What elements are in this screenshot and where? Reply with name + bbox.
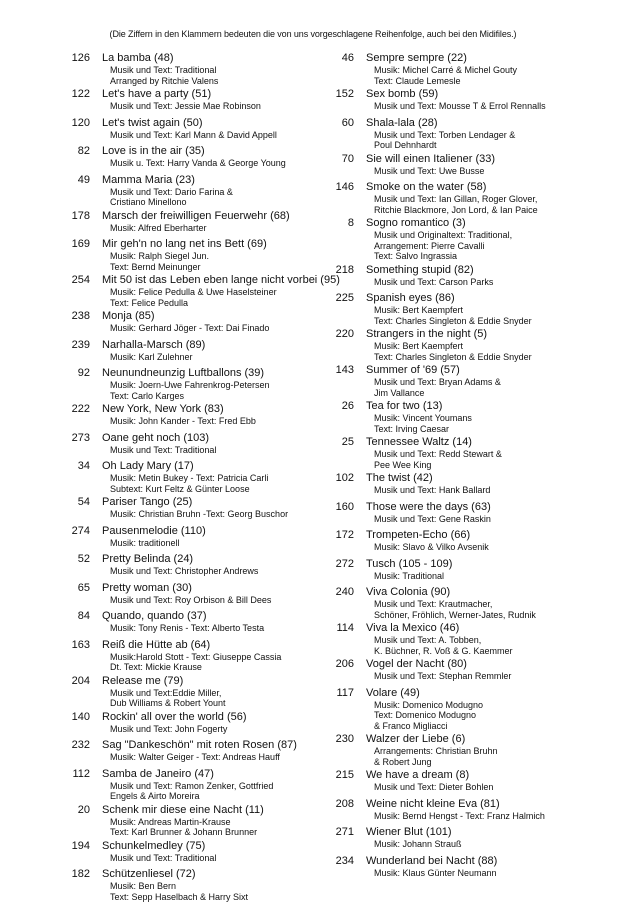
song-entry (60, 310, 315, 334)
song-details (366, 400, 622, 434)
song-credit: Musik und Text: Dieter Bohlen (374, 782, 494, 792)
song-details (102, 840, 315, 864)
song-title: Shala-lala (28) (366, 116, 438, 129)
song-number: 120 (71, 116, 90, 129)
song-entry (324, 826, 622, 850)
song-entry (60, 238, 315, 272)
song-entry (324, 217, 622, 262)
song-title: Marsch der freiwilligen Feuerwehr (68) (102, 209, 290, 222)
song-credit: Musik und Text: Torben Lendager & (374, 129, 516, 140)
song-details (102, 274, 340, 308)
song-details (102, 639, 315, 673)
song-title: Pariser Tango (25) (102, 496, 193, 508)
song-credit: Musik: Ralph Siegel Jun. (110, 251, 210, 261)
song-details (366, 529, 622, 553)
song-title: Sempre sempre (22) (366, 52, 467, 64)
song-number: 222 (71, 403, 90, 415)
song-credit: Musik: John Kander - Text: Fred Ebb (110, 416, 256, 426)
song-title: Mit 50 ist das Leben eben lange nicht vorbei (95) (102, 274, 340, 286)
song-title: Oh Lady Mary (17) (102, 460, 194, 472)
song-number: 239 (71, 338, 90, 351)
song-number: 169 (71, 238, 90, 250)
song-credit: Poul Dehnhardt (374, 140, 437, 150)
song-number: 218 (335, 263, 354, 276)
song-credit: & Franco Migliacci (374, 720, 448, 731)
song-entry (60, 460, 315, 494)
song-details (102, 460, 315, 494)
song-number: 208 (335, 797, 354, 810)
song-entry (60, 525, 315, 549)
song-credit: Musik: Walter Geiger - Text: Andreas Hauff (110, 752, 280, 762)
song-title: Quando, quando (37) (102, 610, 207, 622)
song-credit: Musik und Text: Traditional (110, 65, 217, 75)
song-title: Schunkelmedley (75) (102, 839, 206, 852)
song-entry (324, 400, 622, 434)
song-details (366, 364, 622, 398)
song-entry (324, 687, 622, 732)
song-number: 273 (71, 431, 90, 444)
song-credit: Musik und Text: A. Tobben, (374, 635, 482, 645)
song-number: 160 (335, 500, 354, 513)
song-entry (60, 768, 315, 802)
song-details (366, 472, 622, 496)
song-entry (324, 264, 622, 288)
song-credit: Musik und Text: Bryan Adams & (374, 377, 501, 387)
song-credit: Musik: Karl Zulehner (110, 351, 193, 362)
song-details (102, 174, 315, 208)
song-credit: Musik: traditionell (110, 537, 180, 548)
song-credit: Musik und Text: Carson Parks (374, 276, 494, 287)
song-credit: Musik und Originaltext: Traditional, (374, 230, 513, 240)
song-title: The twist (42) (366, 472, 433, 484)
song-title: Sogno romantico (3) (366, 217, 466, 229)
song-entry (324, 436, 622, 470)
song-number: 82 (77, 145, 90, 157)
song-credit: Musik und Text: Traditional (110, 852, 217, 863)
song-details (366, 264, 622, 288)
song-number: 92 (77, 367, 90, 379)
song-title: Wiener Blut (101) (366, 826, 452, 838)
song-entry (324, 472, 622, 496)
song-credit: Musik und Text: Dario Farina & (110, 186, 233, 197)
song-credit: Musik: Traditional (374, 570, 445, 581)
song-number: 234 (335, 854, 354, 867)
song-details (102, 768, 315, 802)
song-entry (60, 274, 340, 308)
song-title: Walzer der Liebe (6) (366, 733, 466, 745)
song-credit: Musik: Bert Kaempfert (374, 341, 464, 351)
song-credit: Text: Domenico Modugno (374, 710, 477, 720)
song-entry (60, 496, 315, 520)
song-details (366, 622, 622, 656)
song-details (102, 52, 315, 86)
song-details (102, 310, 315, 334)
song-number: 238 (71, 310, 90, 322)
song-credit: Musik: Slavo & Vilko Avsenik (374, 542, 489, 552)
song-entry (60, 432, 315, 456)
song-number: 112 (72, 767, 90, 780)
song-entry (60, 339, 315, 363)
song-title: Oane geht noch (103) (102, 431, 210, 444)
song-number: 52 (77, 553, 90, 565)
song-number: 143 (335, 364, 354, 376)
song-credit: Musik und Text: Ramon Zenker, Gottfried (110, 780, 274, 791)
song-entry (324, 364, 622, 398)
song-number: 232 (71, 739, 90, 751)
song-credit: Musik: Bernd Hengst - Text: Franz Halmich (374, 810, 545, 821)
song-credit: Text: Bernd Meinunger (110, 261, 201, 272)
song-credit: Musik u. Text: Harry Vanda & George Young (110, 158, 286, 168)
song-credit: Musik: Felice Pedulla & Uwe Haselsteiner (110, 287, 277, 297)
song-number: 54 (77, 496, 90, 508)
song-credit: Musik und Text: Hank Ballard (374, 485, 491, 495)
song-number: 194 (71, 839, 90, 852)
song-details (102, 339, 315, 363)
song-details (102, 610, 315, 634)
song-credit: Musik: Bert Kaempfert (374, 305, 464, 315)
song-credit: Text: Carlo Karges (110, 390, 185, 401)
song-title: Strangers in the night (5) (366, 328, 488, 340)
song-title: Rockin' all over the world (56) (102, 710, 247, 723)
song-title: Pretty Belinda (24) (102, 553, 194, 565)
song-number: 84 (77, 610, 90, 622)
song-entry (324, 181, 622, 215)
song-details (366, 501, 622, 525)
song-credit: Musik: Ben Bern (110, 881, 177, 891)
song-credit: Arrangement: Pierre Cavalli (374, 240, 485, 251)
song-credit: Jim Vallance (374, 387, 425, 398)
song-entry (60, 582, 315, 606)
song-details (102, 210, 315, 234)
song-number: 26 (341, 400, 354, 412)
song-details (102, 525, 315, 549)
song-entry (60, 52, 315, 86)
song-credit: Musik: Johann Strauß (374, 839, 462, 849)
song-credit: Musik und Text: Jessie Mae Robinson (110, 101, 261, 111)
song-entry (324, 529, 622, 553)
song-details (366, 52, 622, 86)
song-credit: Musik und Text: John Fogerty (110, 723, 228, 734)
song-credit: Text: Salvo Ingrassia (374, 251, 458, 261)
song-number: 65 (77, 581, 90, 594)
song-number: 220 (335, 328, 354, 340)
song-entry (60, 117, 315, 141)
song-number: 34 (77, 460, 90, 472)
song-details (102, 117, 315, 141)
song-details (366, 153, 622, 177)
song-entry (324, 88, 622, 112)
song-number: 140 (71, 710, 90, 723)
song-number: 206 (335, 658, 354, 670)
song-entry (324, 328, 622, 362)
song-credit: Arranged by Ritchie Valens (110, 75, 219, 86)
song-details (366, 292, 622, 326)
song-number: 230 (335, 733, 354, 745)
song-title: Mir geh'n no lang net ins Bett (69) (102, 238, 267, 250)
song-title: Sex bomb (59) (366, 88, 439, 100)
song-entry (324, 52, 622, 86)
song-details (366, 826, 622, 850)
song-title: Schenk mir diese eine Nacht (11) (102, 803, 264, 816)
song-entry (324, 769, 622, 793)
order-note-header: (Die Ziffern in den Klammern bedeuten die von uns vorgeschlagene Reihenfolge, auch bei den Midifiles.) (109, 29, 517, 39)
song-number: 46 (341, 52, 354, 64)
song-number: 225 (335, 292, 354, 304)
song-entry (60, 174, 315, 208)
song-title: Spanish eyes (86) (366, 292, 455, 304)
song-number: 271 (335, 826, 354, 838)
song-title: Sag "Dankeschön" mit roten Rosen (87) (102, 739, 297, 751)
song-details (102, 432, 315, 456)
song-number: 204 (71, 674, 90, 687)
song-entry (324, 798, 622, 822)
song-title: New York, New York (83) (102, 403, 224, 415)
song-details (366, 855, 622, 879)
song-number: 117 (336, 686, 354, 699)
song-entry (60, 553, 315, 577)
song-credit: Musik und Text: Redd Stewart & (374, 449, 502, 459)
song-details (366, 217, 622, 262)
song-number: 60 (341, 116, 354, 129)
song-credit: Dub Williams & Robert Yount (110, 698, 226, 708)
song-number: 8 (347, 217, 354, 229)
song-title: We have a dream (8) (366, 769, 470, 781)
song-title: Summer of '69 (57) (366, 364, 460, 376)
song-details (366, 181, 622, 215)
song-credit: Musik: Christian Bruhn -Text: Georg Buschor (110, 509, 289, 519)
song-number: 254 (71, 274, 90, 286)
song-title: Viva la Mexico (46) (366, 622, 460, 634)
song-credit: Musik: Klaus Günter Neumann (374, 867, 497, 878)
song-details (102, 804, 315, 838)
song-number: 70 (341, 152, 354, 165)
song-credit: Ritchie Blackmore, Jon Lord, & Ian Paice (374, 204, 538, 215)
song-entry (60, 367, 315, 401)
song-details (102, 739, 315, 763)
song-number: 178 (71, 209, 90, 222)
song-title: Vogel der Nacht (80) (366, 658, 467, 670)
song-credit: Musik und Text: Uwe Busse (374, 165, 485, 176)
song-credit: Text: Charles Singleton & Eddie Snyder (374, 315, 532, 326)
song-credit: Pee Wee King (374, 459, 432, 470)
song-credit: Musik und Text: Roy Orbison & Bill Dees (110, 594, 272, 605)
song-credit: Musik: Gerhard Jöger - Text: Dai Finado (110, 323, 270, 333)
song-details (102, 582, 315, 606)
song-title: Monja (85) (102, 310, 155, 322)
song-entry (324, 501, 622, 525)
song-entry (60, 610, 315, 634)
song-title: Smoke on the water (58) (366, 181, 487, 193)
song-credit: Musik und Text: Gene Raskin (374, 513, 491, 524)
song-credit: Musik: Tony Renis - Text: Alberto Testa (110, 623, 265, 633)
song-entry (324, 153, 622, 177)
song-credit: Cristiano Minellono (110, 197, 187, 207)
song-credit: Musik: Metin Bukey - Text: Patricia Carli (110, 473, 269, 483)
song-number: 114 (336, 622, 354, 634)
song-credit: Musik: Alfred Eberharter (110, 222, 207, 233)
song-entry (324, 658, 622, 682)
song-credit: Musik und Text:Eddie Miller, (110, 687, 222, 698)
song-credit: Musik: Vincent Youmans (374, 413, 472, 423)
song-entry (324, 586, 622, 620)
song-entry (60, 739, 315, 763)
song-details (102, 675, 315, 709)
song-details (366, 436, 622, 470)
song-title: Love is in the air (35) (102, 145, 205, 157)
song-details (102, 88, 315, 112)
song-details (366, 558, 622, 582)
song-credit: Musik und Text: Krautmacher, (374, 599, 493, 609)
song-credit: Musik und Text: Mousse T & Errol Rennalls (374, 101, 546, 111)
song-title: Viva Colonia (90) (366, 586, 451, 598)
song-entry (60, 675, 315, 709)
song-entry (324, 292, 622, 326)
song-title: Let's have a party (51) (102, 88, 212, 100)
song-credit: Subtext: Kurt Feltz & Günter Loose (110, 483, 250, 494)
song-entry (60, 840, 315, 864)
song-credit: Musik und Text: Stephan Remmler (374, 671, 512, 681)
song-credit: Musik:Harold Stott - Text: Giuseppe Cassia (110, 651, 282, 662)
song-entry (60, 88, 315, 112)
song-title: Weine nicht kleine Eva (81) (366, 797, 500, 810)
song-entry (60, 403, 315, 427)
song-title: Volare (49) (366, 686, 420, 699)
song-details (102, 403, 315, 427)
song-details (366, 798, 622, 822)
song-credit: Engels & Airto Moreira (110, 791, 200, 801)
song-title: Pausenmelodie (110) (102, 524, 206, 537)
song-title: Tea for two (13) (366, 400, 443, 412)
song-number: 272 (335, 557, 354, 570)
song-number: 274 (71, 524, 90, 537)
song-details (102, 868, 315, 902)
song-details (366, 328, 622, 362)
song-entry (60, 711, 315, 735)
song-credit: Musik und Text: Ian Gillan, Roger Glover, (374, 194, 538, 204)
song-title: Reiß die Hütte ab (64) (102, 638, 211, 651)
song-credit: Text: Felice Pedulla (110, 297, 189, 308)
song-title: Wunderland bei Nacht (88) (366, 854, 498, 867)
song-title: Schützenliesel (72) (102, 868, 196, 880)
song-title: Release me (79) (102, 674, 184, 687)
song-entry (324, 558, 622, 582)
song-details (366, 117, 622, 151)
song-list-left-column (60, 52, 340, 904)
song-credit: Schöner, Fröhlich, Werner-Jates, Rudnik (374, 609, 536, 620)
song-details (102, 711, 315, 735)
song-entry (60, 804, 315, 838)
song-credit: Musik und Text: Karl Mann & David Appell (110, 129, 277, 140)
song-list-right-column (324, 52, 622, 883)
song-credit: Text: Charles Singleton & Eddie Snyder (374, 351, 532, 362)
song-credit: Musik und Text: Christopher Andrews (110, 566, 259, 576)
song-details (102, 238, 315, 272)
song-details (366, 733, 622, 767)
song-entry (324, 855, 622, 879)
song-title: Tennessee Waltz (14) (366, 436, 472, 448)
song-credit: K. Büchner, R. Voß & G. Kaemmer (374, 645, 513, 656)
song-number: 49 (77, 173, 90, 186)
song-credit: Dt. Text: Mickie Krause (110, 662, 202, 672)
song-title: Samba de Janeiro (47) (102, 767, 214, 780)
song-details (102, 367, 315, 401)
song-title: Those were the days (63) (366, 500, 491, 513)
song-number: 102 (335, 472, 354, 484)
song-details (366, 586, 622, 620)
song-entry (324, 733, 622, 767)
song-credit: Musik: Andreas Martin-Krause (110, 816, 231, 827)
song-number: 172 (335, 529, 354, 541)
song-entry (60, 639, 315, 673)
song-title: Pretty woman (30) (102, 581, 192, 594)
song-title: Neunundneunzig Luftballons (39) (102, 367, 265, 379)
song-entry (324, 622, 622, 656)
song-entry (60, 145, 315, 169)
song-title: Narhalla-Marsch (89) (102, 338, 206, 351)
song-details (102, 553, 315, 577)
song-title: Trompeten-Echo (66) (366, 529, 471, 541)
song-credit: Musik und Text: Traditional (110, 444, 217, 455)
song-credit: Text: Karl Brunner & Johann Brunner (110, 827, 258, 837)
song-entry (324, 117, 622, 151)
song-number: 20 (77, 803, 90, 816)
song-title: Sie will einen Italiener (33) (366, 152, 496, 165)
song-details (102, 145, 315, 169)
song-number: 240 (335, 586, 354, 598)
song-number: 126 (71, 52, 90, 64)
song-number: 146 (335, 181, 354, 193)
song-credit: Musik: Michel Carré & Michel Gouty (374, 65, 518, 75)
song-entry (60, 868, 315, 902)
song-details (366, 88, 622, 112)
song-title: La bamba (48) (102, 52, 174, 64)
song-title: Mamma Maria (23) (102, 173, 195, 186)
song-credit: & Robert Jung (374, 756, 432, 767)
song-credit: Text: Irving Caesar (374, 423, 450, 434)
song-title: Let's twist again (50) (102, 116, 203, 129)
song-number: 122 (71, 88, 90, 100)
song-entry (60, 210, 315, 234)
song-details (366, 658, 622, 682)
song-details (102, 496, 315, 520)
song-number: 152 (335, 88, 354, 100)
song-credit: Arrangements: Christian Bruhn (374, 746, 498, 756)
song-details (366, 769, 622, 793)
song-credit: Text: Claude Lemesle (374, 75, 461, 86)
song-credit: Text: Sepp Haselbach & Harry Sixt (110, 891, 249, 902)
song-details (366, 687, 622, 732)
song-number: 182 (71, 868, 90, 880)
song-title: Something stupid (82) (366, 263, 474, 276)
song-title: Tusch (105 - 109) (366, 557, 453, 570)
song-number: 163 (71, 638, 90, 651)
song-credit: Musik: Joern-Uwe Fahrenkrog-Petersen (110, 380, 270, 390)
song-credit: Musik: Domenico Modugno (374, 699, 484, 710)
song-number: 215 (335, 769, 354, 781)
song-number: 25 (341, 436, 354, 448)
